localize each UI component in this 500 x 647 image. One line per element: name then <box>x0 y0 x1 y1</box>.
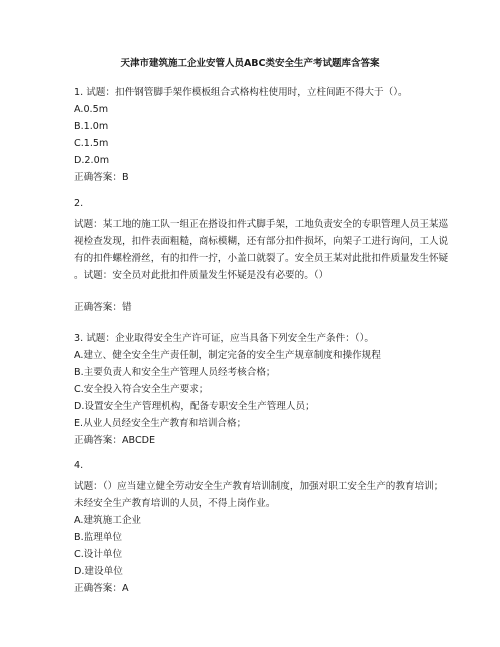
question-4-option-b: B.监理单位 <box>74 532 123 543</box>
question-3-option-e: E.从业人员经安全生产教育和培训合格； <box>74 418 247 429</box>
question-3-option-c: C.安全投入符合安全生产要求； <box>74 384 209 395</box>
question-2-answer: 正确答案：错 <box>74 302 132 313</box>
question-4-option-a: A.建筑施工企业 <box>74 515 142 526</box>
question-4-line: 试题：（）应当建立健全劳动安全生产教育培训制度，加强对职工安全生产的教育培训； <box>74 481 444 492</box>
question-2-line: 视检查发现，扣件表面粗糙，商标模糊，还有部分扣件损坏，向架子工进行询问，工人说 <box>74 236 449 247</box>
question-4-answer: 正确答案：A <box>74 583 129 594</box>
question-2-line: 试题：某工地的施工队一组正在搭设扣件式脚手架，工地负责安全的专职管理人员王某巡 <box>74 219 449 230</box>
question-4-line: 未经安全生产教育培训的人员，不得上岗作业。 <box>74 498 276 509</box>
question-1-option-d: D.2.0m <box>74 155 110 166</box>
question-3-option-d: D.设置安全生产管理机构，配备专职安全生产管理人员； <box>74 401 315 412</box>
question-2-line: 。试题：安全员对此批扣件质量发生怀疑是没有必要的。（） <box>74 270 329 281</box>
question-1-stem: 1. 试题：扣件钢管脚手架作模板组合式格构柱使用时，立柱间距不得大于（）。 <box>74 87 408 98</box>
question-1-option-a: A.0.5m <box>74 104 109 115</box>
question-3-stem: 3. 试题：企业取得安全生产许可证，应当具备下列安全生产条件：（）。 <box>74 333 375 344</box>
question-4-option-d: D.建设单位 <box>74 566 123 577</box>
question-4-option-c: C.设计单位 <box>74 549 123 560</box>
document-title: 天津市建筑施工企业安管人员ABC类安全生产考试题库含答案 <box>120 58 380 69</box>
question-4-number: 4. <box>74 460 84 471</box>
question-1-option-b: B.1.0m <box>74 121 109 132</box>
question-1-answer: 正确答案：B <box>74 172 129 183</box>
question-3-option-a: A.建立、健全安全生产责任制，制定完备的安全生产规章制度和操作规程 <box>74 350 381 361</box>
question-2-number: 2. <box>74 198 84 209</box>
question-3-option-b: B.主要负责人和安全生产管理人员经考核合格； <box>74 367 276 378</box>
question-3-answer: 正确答案：ABCDE <box>74 435 156 446</box>
question-1-option-c: C.1.5m <box>74 138 109 149</box>
question-2-line: 有的扣件螺栓滑丝，有的扣件一拧，小盖口就裂了。安全员王某对此批扣件质量发生怀疑 <box>74 253 449 264</box>
